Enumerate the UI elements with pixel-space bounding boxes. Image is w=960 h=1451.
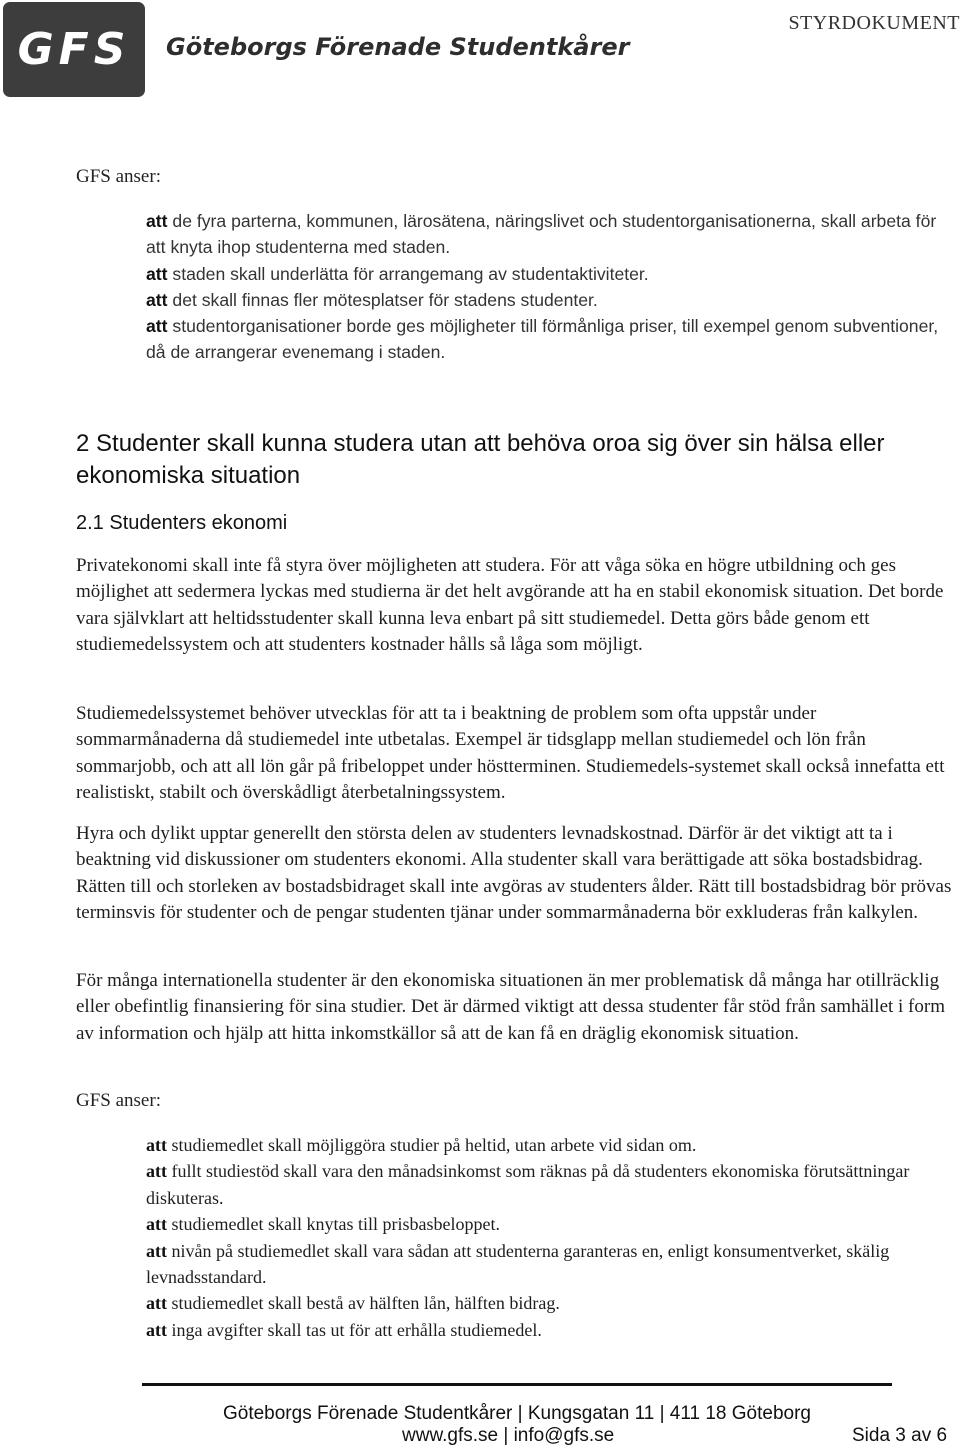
position-list-1 xyxy=(146,208,952,366)
organization-name: Göteborgs Förenade Studentkårer xyxy=(166,33,630,61)
gfs-logo xyxy=(3,2,145,97)
footer-divider xyxy=(142,1383,892,1386)
list-item: att studiemedlet skall knytas till prisbasbeloppet. xyxy=(146,1214,500,1235)
footer-address: Göteborgs Förenade Studentkårer | Kungsgatan 11 | 411 18 Göteborg xyxy=(222,1403,811,1424)
paragraph: Privatekonomi skall inte få styra över möjligheten att studera. För att våga söka en högre utbildning och ges möjlighet att sedermera lyckas med studierna är det helt avgörande att ha en stabil ekonomisk situation. Det borde vara självklart att heltidsstudenter skall kunna leva enbart på sitt studiemedel. Detta görs både genom ett studiemedelssystem och att studenters kostnader hålls så låga som möjligt. xyxy=(76,555,944,655)
list-item: att nivån på studiemedlet skall vara sådan att studenterna garanteras en, enligt konsumentverket, skälig levnadsstandard. xyxy=(146,1240,890,1288)
position-list-2 xyxy=(146,1132,952,1343)
paragraph: Studiemedelssystemet behöver utvecklas för att ta i beaktning de problem som ofta uppstår under sommarmånaderna då studiemedel inte utbetalas. Exempel är tidsglapp mellan studiemedel och lön från sommarjobb, och att all lön går på fribeloppet under höstterminen. Studiemedels-systemet skall också innefatta ett realistiskt, stabilt och överskådligt återbetalningssystem. xyxy=(76,703,945,803)
page-number: Sida 3 av 6 xyxy=(852,1425,948,1446)
paragraph: För många internationella studenter är den ekonomiska situationen än mer problematisk då många har otillräcklig eller obefintlig finansiering för sina studier. Det är därmed viktigt att dessa studenter får stöd från samhället i form av information och hjälp att hitta inkomstkällor så att de kan få en dräglig ekonomisk situation. xyxy=(76,970,945,1044)
footer-contact: www.gfs.se | info@gfs.se xyxy=(402,1425,615,1446)
logo-text: GFS xyxy=(17,24,131,75)
subsection-heading: 2.1 Studenters ekonomi xyxy=(76,512,288,534)
list-item: att studentorganisationer borde ges möjligheter till förmånliga priser, till exempel genom subventioner, då de arrangerar evenemang i staden. xyxy=(146,316,939,363)
gfs-anser-label: GFS anser: xyxy=(76,1090,161,1111)
section-heading: 2 Studenter skall kunna studera utan att behöva oroa sig över sin hälsa eller ekonomiska situation xyxy=(76,430,885,489)
gfs-anser-label: GFS anser: xyxy=(76,166,161,187)
paragraph: Hyra och dylikt upptar generellt den största delen av studenters levnadskostnad. Därför är det viktigt att ta i beaktning vid diskussioner om studenters ekonomi. Alla studenter skall vara berättigade att söka bostadsbidrag. Rätten till och storleken av bostadsbidraget skall inte avgöras av studenters ålder. Rätt till bostadsbidrag bör prövas terminsvis för studenter och de pengar studenten tjänar under sommarmånaderna bör exkluderas från kalkylen. xyxy=(76,823,952,923)
list-item: att staden skall underlätta för arrangemang av studentaktiviteter. xyxy=(146,263,649,284)
document-type: STYRDOKUMENT xyxy=(788,12,960,34)
list-item: att det skall finnas fler mötesplatser för stadens studenter. xyxy=(146,289,598,310)
list-item: att de fyra parterna, kommunen, lärosätena, näringslivet och studentorganisationerna, skall arbeta för att knyta ihop studenterna med staden. xyxy=(146,211,937,258)
list-item: att fullt studiestöd skall vara den månadsinkomst som räknas på då studenters ekonomiska förutsättningar diskuteras. xyxy=(146,1161,910,1208)
list-item: att studiemedlet skall bestå av hälften lån, hälften bidrag. xyxy=(146,1293,560,1314)
list-item: att inga avgifter skall tas ut för att erhålla studiemedel. xyxy=(146,1319,542,1340)
list-item: att studiemedlet skall möjliggöra studier på heltid, utan arbete vid sidan om. xyxy=(146,1135,697,1155)
